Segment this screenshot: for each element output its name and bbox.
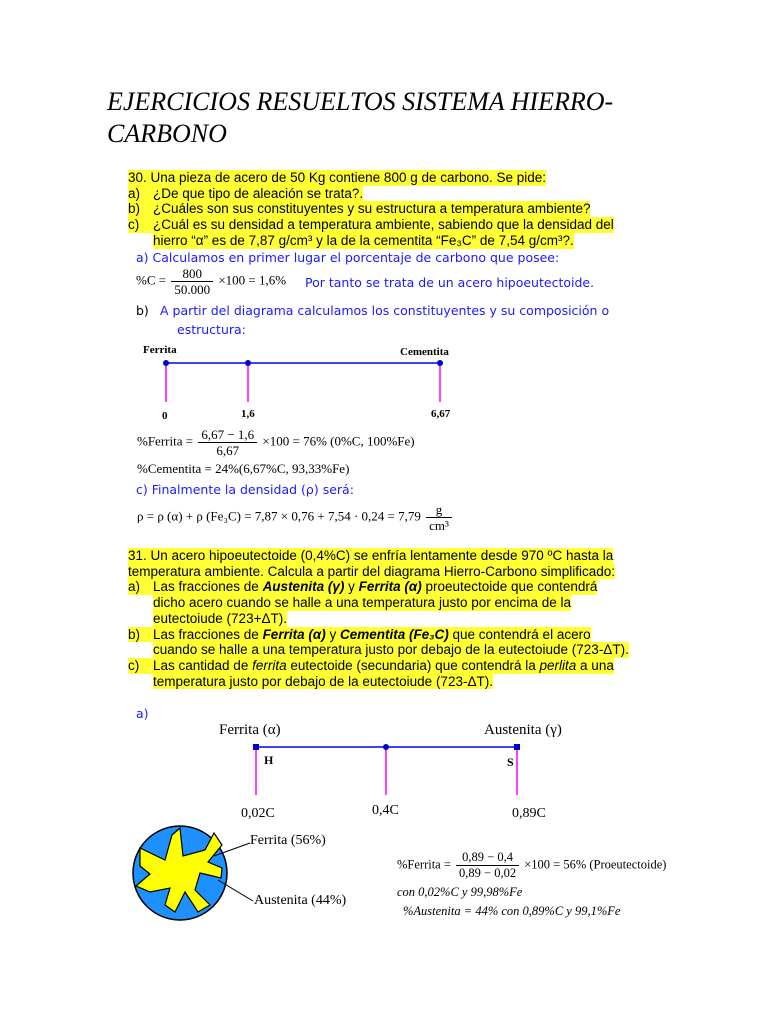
ex31-formula-ferrita: %Ferrita = $\frac{0,89 - 0,4}{0,89 - 0,02}$ ×100 = 56% (Proeutectoide)	[397, 850, 667, 880]
diagram1-tick-1: 1,6	[241, 408, 255, 420]
exercise-31-statement: 31. Un acero hipoeutectoide (0,4%C) se enfría lentamente desde 970 ºC hasta la temperatura ambiente. Calcula a partir del diagrama Hierro-Carbono simplificado: a) Las fracciones de Austenita (γ) y Ferrita (α) proeutectoide que contendrá dicho acero cuando se halle a una temperatura justo por encima de la eutectoiude (723+ΔT). b) Las fracciones de Ferrita (α) y Cementita (Fe₃C) que contendrá el acero cuando se halle a una temperatura justo por debajo de la eutectoiude (723-ΔT). c) Las cantidad de ferrita eutectoide (secundaria) que contendrá la perlita a una temperatura justo por debajo de la eutectoiude (723-ΔT).	[128, 548, 629, 689]
diagram1-point-2	[437, 360, 443, 366]
exercise-30-statement: 30. Una pieza de acero de 50 Kg contiene 800 g de carbono. Se pide: a) ¿De que tipo de aleación se trata?. b) ¿Cuáles son sus constituyentes y su estructura a temperatura ambiente? c) ¿Cuál es su densidad a temperatura ambiente, sabiendo que la densidad del hierro “α” es de 7,87 g/cm³ y la de la cementita “Fe₃C” de 7,54 g/cm³?.	[128, 170, 614, 248]
ex30-answer-b-line2: estructura:	[177, 322, 246, 337]
diagram1-ferrita-label: Ferrita	[143, 344, 177, 356]
diagram2	[253, 744, 520, 795]
diagram2-tick-2: 0,89C	[512, 806, 546, 821]
ex30-formula-cementita: %Cementita = 24%(6,67%C, 93,33%Fe)	[137, 461, 350, 476]
diagram1-point-1	[245, 360, 251, 366]
ex30-question-c: ¿Cuál es su densidad a temperatura ambiente, sabiendo que la densidad del	[153, 217, 614, 233]
ex31-item-a-3: eutectoiude (723+ΔT).	[153, 610, 287, 626]
micro-austenita-label: Austenita (44%)	[254, 893, 347, 908]
micro-ferrita-label: Ferrita (56%)	[250, 833, 326, 848]
diagram2-tick-0: 0,02C	[241, 806, 275, 821]
diagram2-point-h: H	[264, 753, 274, 767]
ex31-item-b-2: cuando se halle a una temperatura justo por debajo de la eutectoiude (723-ΔT).	[153, 642, 629, 658]
diagram2-point-s: S	[507, 755, 514, 769]
ex31-item-a-1: Las fracciones de Austenita (γ) y Ferrita (α) proeutectoide que contendrá	[153, 579, 598, 595]
diagram1-point-0	[163, 360, 169, 366]
diagram2-austenita-label: Austenita (γ)	[484, 722, 562, 738]
ex30-formula-density: ρ = ρ (α) + ρ (Fe₃C) = 7,87 × 0,76 + 7,54 · 0,24 = 7,79 $\frac{g}{\text{cm³}}$	[137, 502, 454, 533]
ex30-formula-carbon: %C = $\frac{800}{50.000}$ ×100 = 1,6%	[136, 266, 287, 297]
ex31-formula-austenita: %Austenita = 44% con 0,89%C y 99,1%Fe	[403, 904, 621, 918]
ex30-answer-a: a) Calculamos en primer lugar el porcentaje de carbono que posee:	[136, 250, 560, 265]
diagram1-tick-2: 6,67	[431, 408, 451, 420]
ex30-question-c-cont: hierro “α” es de 7,87 g/cm³ y la de la cementita “Fe₃C” de 7,54 g/cm³?.	[153, 232, 574, 248]
ex31-item-a-2: dicho acero cuando se halle a una temperatura justo por encima de la	[153, 595, 572, 611]
ex31-item-b-1: Las fracciones de Ferrita (α) y Cementita (Fe₃C) que contendrá el acero	[153, 626, 591, 642]
diagram2-ferrita-label: Ferrita (α)	[219, 722, 281, 738]
ex31-formula-ferrita-comp: con 0,02%C y 99,98%Fe	[397, 885, 523, 899]
diagram2-point-mid	[383, 744, 389, 750]
diagram2-point-s-marker	[514, 744, 520, 750]
diagram1	[163, 360, 443, 402]
ex31-intro-1: 31. Un acero hipoeutectoide (0,4%C) se enfría lentamente desde 970 ºC hasta la	[128, 548, 614, 563]
ex31-item-c-1: Las cantidad de ferrita eutectoide (secundaria) que contendrá la perlita a una	[153, 657, 614, 673]
ex30-question-a: ¿De que tipo de aleación se trata?.	[153, 185, 364, 201]
ex30-question-b: ¿Cuáles son sus constituyentes y su estructura a temperatura ambiente?	[153, 201, 591, 217]
ex31-item-c-2: temperatura justo por debajo de la eutectoiude (723-ΔT).	[153, 673, 493, 689]
ex30-hypoeutectoid-note: Por tanto se trata de un acero hipoeutectoide.	[305, 275, 595, 290]
diagram2-point-h-marker	[253, 744, 259, 750]
ex31-intro-2: temperatura ambiente. Calcula a partir del diagrama Hierro-Carbono simplificado:	[128, 563, 615, 579]
ex31-answer-a: a)	[136, 706, 149, 721]
page-title: EJERCICIOS RESUELTOS SISTEMA HIERRO-CARBONO	[107, 87, 614, 148]
diagram2-tick-1: 0,4C	[372, 803, 399, 818]
ex30-formula-ferrita: %Ferrita = $\frac{6,67 - 1,6}{6,67}$ ×100 = 76% (0%C, 100%Fe)	[137, 427, 415, 458]
microstructure	[133, 826, 253, 920]
diagram1-cementita-label: Cementita	[400, 346, 449, 358]
ex30-answer-b-line1: A partir del diagrama calculamos los constituyentes y su composición o	[160, 303, 610, 318]
diagram1-tick-0: 0	[162, 410, 168, 422]
ex30-answer-c: c) Finalmente la densidad (ρ) será:	[136, 482, 354, 497]
ex30-line-intro: 30. Una pieza de acero de 50 Kg contiene 800 g de carbono. Se pide:	[128, 170, 547, 185]
